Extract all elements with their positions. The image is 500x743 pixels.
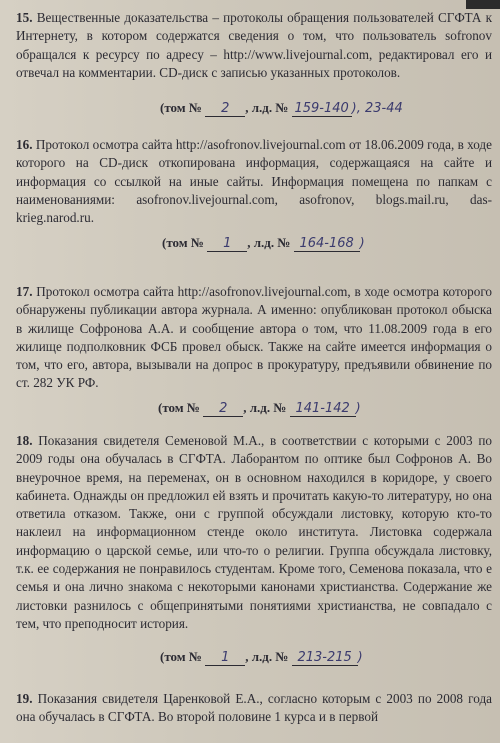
item-number: 15. (16, 10, 33, 25)
page-corner-mark (466, 0, 500, 9)
item-number: 19. (16, 691, 33, 706)
item-number: 17. (16, 284, 33, 299)
handwritten-pages: 159-140 (294, 101, 349, 116)
handwritten-pages: 164-168 (299, 236, 354, 251)
handwritten-volume: 2 (219, 401, 228, 416)
evidence-item-19 (16, 690, 492, 727)
evidence-item-17 (16, 283, 492, 393)
item-text: Протокол осмотра сайта http://asofronov.livejournal.com, в ходе осмотра которого обнаружены публикации автора журнала. А именно: опубликован протокол обыска в жилище Софронова А.А. и сообщение автора о том, что 11.08.2009 года в его жилище подполковник ФСБ провел обыск. Также на сайте имеется информация о том, что его, автора, вызывали на допрос в прокуратуру, предъявили обвинение по ст. 282 УК РФ. (16, 284, 492, 391)
handwritten-volume: 2 (221, 101, 230, 116)
handwritten-pages: 213-215 (297, 650, 352, 665)
evidence-item-16 (16, 136, 492, 227)
item-text: Протокол осмотра сайта http://asofronov.livejournal.com от 18.06.2009 года, в ходе которого на CD-диск откопирована информация, содержащаяся на сайте и информация со ссылкой на иные сайты. Информация помещена по папкам с наименованиями: asofronov.livejournal.com, asofronov, blogs.mail.ru, das-krieg.narod.ru. (16, 137, 492, 226)
item-text: Показания свидетеля Семеновой М.А., в соответствии с которыми с 2003 по 2009 годы она обучалась в СГФТА. Лаборантом по оптике был Софронов А. Во внеурочное время, на переменах, он в основном находился в коридоре, у своего кабинета. Однажды он предложил ей взять и прочитать какую-то литературу, но она ответила отказом. Также, они с группой обсуждали листовку, которую кто-то наклеил на информационном стенде около института. Листовка содержала информацию о царской семье, или что-то о религии. Группа обсуждала листовку, т.к. ее содержания не понравилось студентам. Кроме того, Семенова показала, что е семья и она лично знакома с некоторыми канонами христианства. Содержание же листовки разнилось с общепринятыми понятиями христианства, не совпадало с тем, что преподносит история. (16, 433, 492, 631)
item-text: Вещественные доказательства – протоколы обращения пользователей СГФТА к Интернету, в котором содержатся сведения о том, что пользователь sofronov обращался к ресурсу по адресу – http://www.livejournal.com, редактировал его и отвечал на комментарии. CD-диск с записью указанных протоколов. (16, 10, 492, 80)
volume-reference-17: (том № 2 , л.д. № 141-142 ) (158, 400, 361, 416)
evidence-item-15 (16, 9, 492, 82)
volume-reference-16: (том № 1 , л.д. № 164-168 ) (162, 235, 365, 251)
item-text: Показания свидетеля Царенковой Е.А., согласно которым с 2003 по 2008 года она обучалась в СГФТА. Во второй половине 1 курса и в первой (16, 691, 493, 725)
volume-reference-15: (том № 2 , л.д. № 159-140 ), 23-44 (160, 100, 403, 116)
handwritten-pages: 141-142 (295, 401, 350, 416)
handwritten-volume: 1 (223, 236, 232, 251)
item-number: 16. (16, 137, 33, 152)
evidence-item-18 (16, 432, 492, 633)
volume-reference-18: (том № 1 , л.д. № 213-215 ) (160, 649, 363, 665)
item-number: 18. (16, 433, 33, 448)
handwritten-volume: 1 (221, 650, 230, 665)
